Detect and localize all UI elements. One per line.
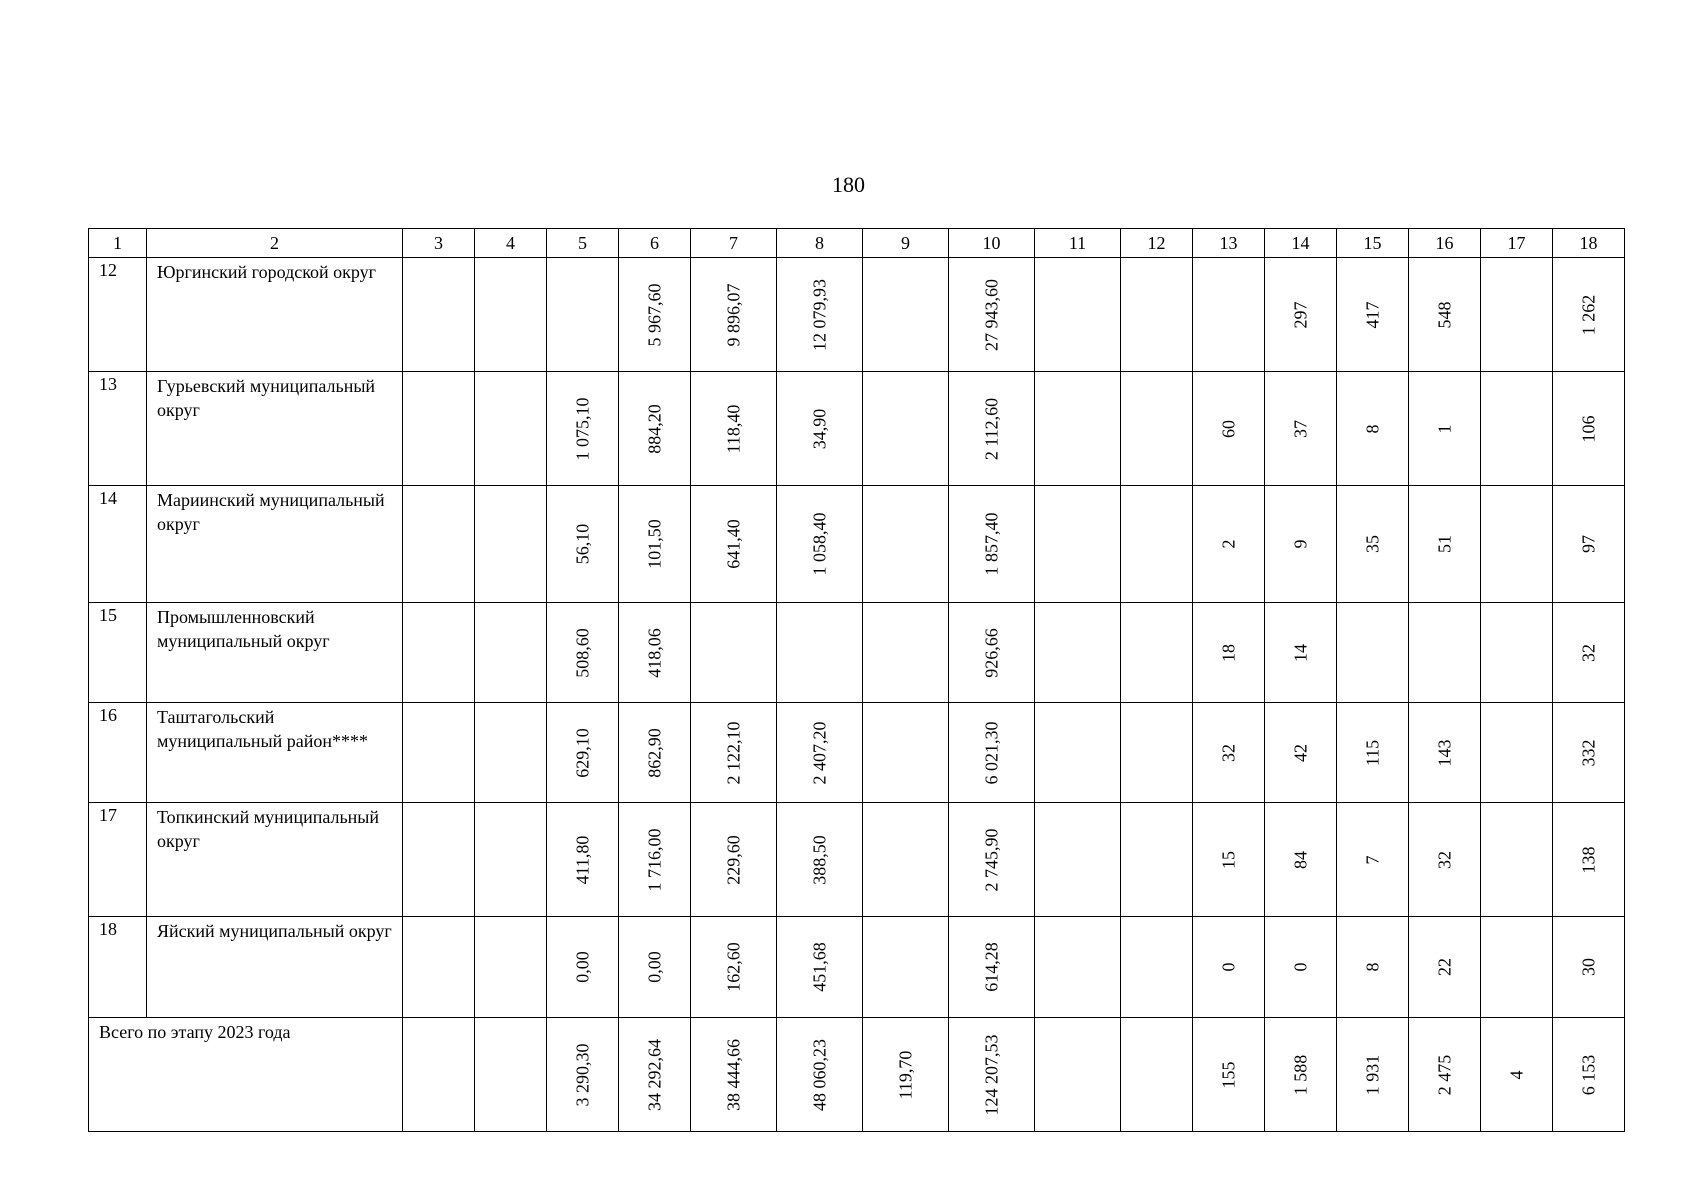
value-cell [619,803,691,917]
cell-value: 35 [1362,535,1382,553]
value-cell [1121,603,1193,703]
header-cell: 2 [147,229,403,258]
cell-value: 1 588 [1290,1054,1310,1095]
header-cell: 6 [619,229,691,258]
value-cell [691,1018,777,1132]
value-cell [1035,372,1121,486]
cell-value: 34 292,64 [644,1038,664,1111]
value-cell [547,603,619,703]
cell-value: 38 444,66 [723,1038,743,1111]
value-cell [1193,917,1265,1018]
value-cell [1121,803,1193,917]
cell-value: 5 967,60 [644,283,664,346]
value-cell [777,803,863,917]
value-cell [691,486,777,603]
value-cell [1035,703,1121,803]
row-number: 16 [89,703,147,803]
value-cell [547,1018,619,1132]
value-cell [1193,372,1265,486]
header-cell: 7 [691,229,777,258]
value-cell [1121,1018,1193,1132]
cell-value: 143 [1434,739,1454,766]
table-row [89,703,1625,803]
cell-value: 0 [1218,962,1238,972]
value-cell [863,603,949,703]
value-cell [777,486,863,603]
cell-value: 48 060,23 [809,1038,829,1111]
cell-value: 0,00 [644,951,664,983]
value-cell [949,703,1035,803]
header-cell: 16 [1409,229,1481,258]
cell-value: 1 716,00 [644,828,664,891]
cell-value: 34,90 [809,408,829,449]
table-row [89,803,1625,917]
value-cell [1409,803,1481,917]
cell-value: 1 857,40 [981,512,1001,576]
municipality-name: Яйский муниципальный округ [147,917,403,1018]
cell-value: 56,10 [572,523,592,565]
value-cell [547,372,619,486]
data-table [88,228,1625,1132]
cell-value: 18 [1218,643,1238,662]
value-cell [1035,1018,1121,1132]
value-cell [1553,486,1625,603]
value-cell [403,1018,475,1132]
header-cell: 1 [89,229,147,258]
cell-value: 1 931 [1362,1054,1382,1095]
value-cell [691,917,777,1018]
cell-value: 641,40 [723,519,743,569]
cell-value: 1 262 [1578,294,1598,335]
value-cell [1337,603,1409,703]
value-cell [691,703,777,803]
cell-value: 4 [1506,1070,1526,1079]
value-cell [475,372,547,486]
municipality-name: Гурьевский муниципальный округ [147,372,403,486]
cell-value: 124 207,53 [981,1034,1001,1115]
value-cell [1337,258,1409,372]
value-cell [619,486,691,603]
value-cell [475,803,547,917]
value-cell [777,1018,863,1132]
value-cell [863,917,949,1018]
header-cell: 18 [1553,229,1625,258]
cell-value: 229,60 [723,834,743,885]
value-cell [403,603,475,703]
value-cell [1265,1018,1337,1132]
value-cell [1553,603,1625,703]
value-cell [863,703,949,803]
municipality-name: Топкинский муниципальный округ [147,803,403,917]
cell-value: 297 [1290,301,1310,328]
value-cell [691,258,777,372]
cell-value: 2 745,90 [981,828,1001,891]
cell-value: 2 [1218,539,1238,549]
value-cell [1409,703,1481,803]
header-cell: 11 [1035,229,1121,258]
cell-value: 8 [1362,962,1382,972]
value-cell [1193,486,1265,603]
value-cell [691,603,777,703]
value-cell [691,803,777,917]
cell-value: 0,00 [572,951,592,983]
value-cell [1265,603,1337,703]
cell-value: 508,60 [572,627,592,678]
value-cell [1121,258,1193,372]
cell-value: 22 [1434,958,1454,976]
table-row [89,917,1625,1018]
cell-value: 12 079,93 [809,278,829,351]
value-cell [1337,917,1409,1018]
municipality-name: Таштагольский муниципальный район**** [147,703,403,803]
cell-value: 926,66 [981,627,1001,678]
header-cell: 13 [1193,229,1265,258]
value-cell [863,372,949,486]
value-cell [863,1018,949,1132]
cell-value: 119,70 [895,1050,915,1099]
value-cell [1409,917,1481,1018]
cell-value: 106 [1578,415,1598,442]
value-cell [1265,703,1337,803]
value-cell [949,917,1035,1018]
value-cell [403,258,475,372]
header-cell: 17 [1481,229,1553,258]
value-cell [1481,1018,1553,1132]
cell-value: 9 [1290,539,1310,549]
value-cell [1035,258,1121,372]
cell-value: 32 [1434,850,1454,869]
value-cell [619,703,691,803]
cell-value: 8 [1362,424,1382,433]
cell-value: 37 [1290,419,1310,438]
value-cell [1337,372,1409,486]
value-cell [1121,372,1193,486]
value-cell [1265,372,1337,486]
header-cell: 10 [949,229,1035,258]
value-cell [547,703,619,803]
value-cell [619,372,691,486]
cell-value: 411,80 [572,835,592,884]
value-cell [777,258,863,372]
row-number: 13 [89,372,147,486]
value-cell [1409,603,1481,703]
value-cell [475,258,547,372]
value-cell [1265,258,1337,372]
value-cell [1481,917,1553,1018]
value-cell [1121,703,1193,803]
cell-value: 84 [1290,850,1310,869]
value-cell [1121,917,1193,1018]
cell-value: 6 021,30 [981,721,1001,784]
value-cell [1193,1018,1265,1132]
cell-value: 14 [1290,643,1310,662]
row-number: 15 [89,603,147,703]
total-label: Всего по этапу 2023 года [89,1018,403,1132]
cell-value: 2 122,10 [723,721,743,784]
cell-value: 548 [1434,301,1454,328]
value-cell [619,258,691,372]
value-cell [949,1018,1035,1132]
value-cell [1481,372,1553,486]
value-cell [1035,917,1121,1018]
cell-value: 51 [1434,535,1454,553]
value-cell [475,603,547,703]
total-row [89,1018,1625,1132]
value-cell [863,803,949,917]
municipality-name: Промышленновский муниципальный округ [147,603,403,703]
value-cell [1409,486,1481,603]
header-cell: 14 [1265,229,1337,258]
cell-value: 417 [1362,301,1382,328]
cell-value: 1 [1434,424,1454,433]
value-cell [619,603,691,703]
value-cell [475,486,547,603]
cell-value: 9 896,07 [723,283,743,346]
cell-value: 1 075,10 [572,397,592,460]
municipality-name: Юргинский городской округ [147,258,403,372]
cell-value: 115 [1362,739,1382,766]
cell-value: 2 112,60 [981,397,1001,460]
value-cell [547,486,619,603]
value-cell [1409,258,1481,372]
cell-value: 27 943,60 [981,278,1001,351]
value-cell [547,917,619,1018]
value-cell [1553,258,1625,372]
page-number: 180 [832,172,865,197]
header-cell: 12 [1121,229,1193,258]
value-cell [1553,372,1625,486]
value-cell [1193,258,1265,372]
table-row [89,603,1625,703]
value-cell [777,603,863,703]
value-cell [691,372,777,486]
cell-value: 629,10 [572,727,592,778]
cell-value: 118,40 [723,404,743,453]
value-cell [1121,486,1193,603]
value-cell [1481,703,1553,803]
row-number: 14 [89,486,147,603]
row-number: 18 [89,917,147,1018]
value-cell [403,703,475,803]
cell-value: 7 [1362,855,1382,864]
row-number: 12 [89,258,147,372]
header-cell: 5 [547,229,619,258]
table-row [89,258,1625,372]
value-cell [403,486,475,603]
value-cell [1481,803,1553,917]
table-row [89,372,1625,486]
header-cell: 9 [863,229,949,258]
cell-value: 1 058,40 [809,512,829,576]
value-cell [1265,917,1337,1018]
cell-value: 97 [1578,535,1598,553]
cell-value: 32 [1578,643,1598,662]
cell-value: 884,20 [644,403,664,454]
value-cell [403,372,475,486]
value-cell [777,703,863,803]
cell-value: 3 290,30 [572,1043,592,1106]
value-cell [403,917,475,1018]
cell-value: 862,90 [644,727,664,778]
value-cell [1035,486,1121,603]
value-cell [1553,1018,1625,1132]
cell-value: 138 [1578,846,1598,873]
value-cell [1035,603,1121,703]
value-cell [949,803,1035,917]
value-cell [949,258,1035,372]
cell-value: 42 [1290,743,1310,762]
value-cell [1409,1018,1481,1132]
header-row [89,229,1625,258]
value-cell [619,1018,691,1132]
value-cell [1265,486,1337,603]
value-cell [1193,803,1265,917]
value-cell [863,486,949,603]
value-cell [547,258,619,372]
row-number: 17 [89,803,147,917]
header-cell: 3 [403,229,475,258]
cell-value: 32 [1218,743,1238,762]
table-row [89,486,1625,603]
cell-value: 15 [1218,850,1238,869]
value-cell [1553,703,1625,803]
cell-value: 2 407,20 [809,721,829,784]
value-cell [1193,603,1265,703]
cell-value: 418,06 [644,627,664,678]
cell-value: 60 [1218,419,1238,438]
cell-value: 388,50 [809,834,829,885]
value-cell [863,258,949,372]
header-cell: 15 [1337,229,1409,258]
cell-value: 30 [1578,958,1598,976]
value-cell [949,603,1035,703]
value-cell [1481,486,1553,603]
cell-value: 101,50 [644,519,664,569]
cell-value: 614,28 [981,942,1001,992]
cell-value: 162,60 [723,942,743,992]
value-cell [619,917,691,1018]
cell-value: 0 [1290,962,1310,972]
value-cell [1553,803,1625,917]
value-cell [475,703,547,803]
value-cell [1481,603,1553,703]
value-cell [949,372,1035,486]
cell-value: 332 [1578,739,1598,766]
value-cell [777,917,863,1018]
value-cell [777,372,863,486]
cell-value: 2 475 [1434,1054,1454,1095]
value-cell [475,917,547,1018]
header-cell: 8 [777,229,863,258]
cell-value: 155 [1218,1061,1238,1088]
value-cell [1265,803,1337,917]
value-cell [1193,703,1265,803]
value-cell [475,1018,547,1132]
value-cell [1553,917,1625,1018]
value-cell [1481,258,1553,372]
value-cell [949,486,1035,603]
value-cell [1409,372,1481,486]
value-cell [1035,803,1121,917]
header-cell: 4 [475,229,547,258]
value-cell [403,803,475,917]
municipality-name: Мариинский муниципальный округ [147,486,403,603]
cell-value: 6 153 [1578,1054,1598,1095]
value-cell [1337,703,1409,803]
value-cell [1337,803,1409,917]
value-cell [1337,1018,1409,1132]
cell-value: 451,68 [809,942,829,992]
value-cell [547,803,619,917]
value-cell [1337,486,1409,603]
